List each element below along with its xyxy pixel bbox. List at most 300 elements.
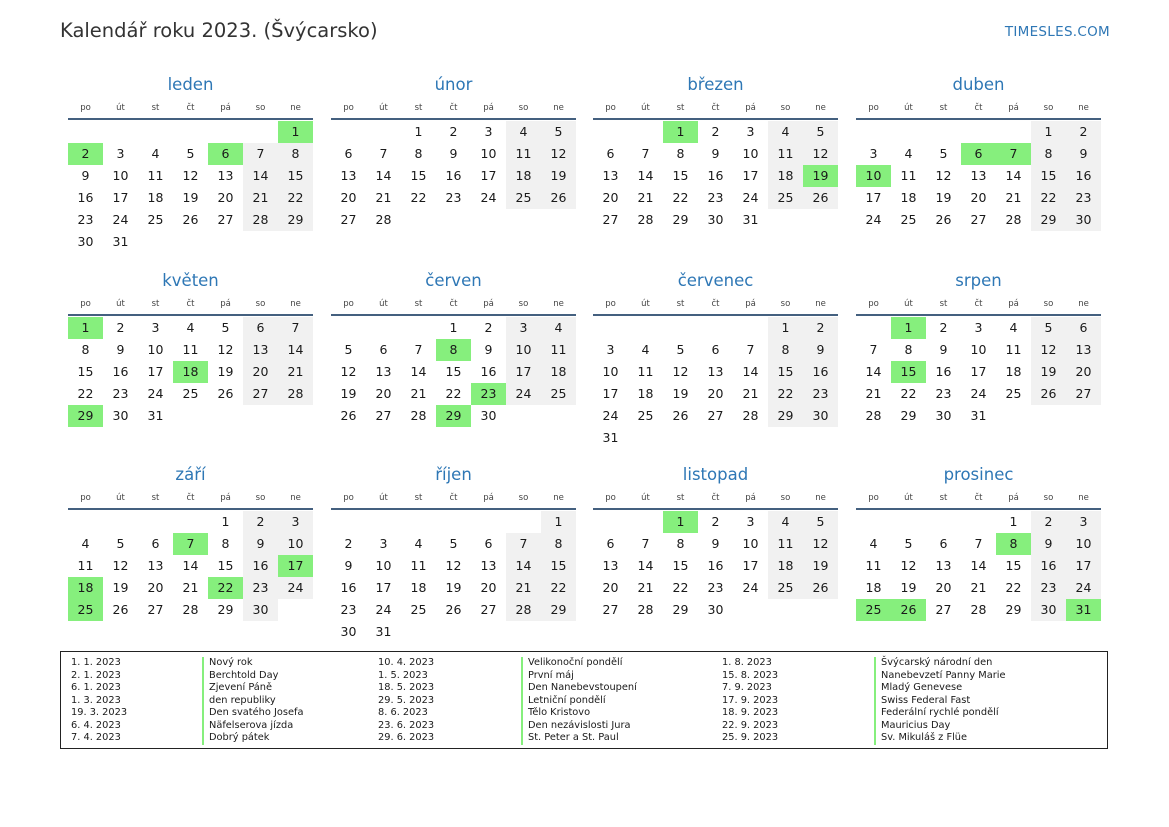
weekday-header <box>593 488 838 510</box>
day-cell: 21 <box>375 190 392 205</box>
day-cell: 31 <box>970 408 987 423</box>
day-cell: 19 <box>445 580 462 595</box>
day-cell: 5 <box>803 511 838 533</box>
empty-cell <box>856 317 891 339</box>
weekday-label: út <box>641 493 650 503</box>
weekday-label: ne <box>290 299 301 309</box>
day-cell: 8 <box>81 342 90 357</box>
empty-cell <box>593 317 628 339</box>
holiday-date: 19. 3. 2023 <box>71 707 128 718</box>
empty-cell <box>996 121 1031 143</box>
day-cell: 23 <box>112 386 129 401</box>
day-cell: 8 <box>221 536 230 551</box>
empty-cell <box>628 121 663 143</box>
weekday-label: ne <box>815 493 826 503</box>
weekday-label: pá <box>483 103 494 113</box>
weekday-label: út <box>641 299 650 309</box>
day-cell: 10 <box>602 364 619 379</box>
weekday-label: pá <box>745 493 756 503</box>
day-cell: 13 <box>970 168 987 183</box>
empty-cell <box>173 511 208 533</box>
day-cell: 6 <box>379 342 388 357</box>
day-cell: 22 <box>410 190 427 205</box>
day-cell: 24 <box>112 212 129 227</box>
weekday-label: út <box>904 299 913 309</box>
day-cell: 14 <box>410 364 427 379</box>
day-cell: 31 <box>112 234 129 249</box>
holiday-name: Nanebevzetí Panny Marie <box>874 670 1006 683</box>
day-cell: 6 <box>484 536 493 551</box>
empty-cell <box>401 317 436 339</box>
day-cell: 24 <box>480 190 497 205</box>
day-cell: 22 <box>768 383 803 405</box>
day-cell: 7 <box>379 146 388 161</box>
weekday-label: st <box>939 103 948 113</box>
weekday-header <box>856 488 1101 510</box>
day-cell: 2 <box>243 511 278 533</box>
weekday-label: ne <box>815 103 826 113</box>
holiday-day-cell: 6 <box>208 143 243 165</box>
day-cell: 7 <box>974 536 983 551</box>
holiday-name: Swiss Federal Fast <box>874 695 1006 708</box>
day-cell: 9 <box>449 146 458 161</box>
day-cell: 26 <box>217 386 234 401</box>
empty-cell <box>628 317 663 339</box>
day-cell: 14 <box>637 558 654 573</box>
day-cell: 23 <box>1066 187 1101 209</box>
day-cell: 2 <box>449 124 458 139</box>
weekday-label: pá <box>745 299 756 309</box>
day-cell: 24 <box>1066 577 1101 599</box>
day-cell: 22 <box>900 386 917 401</box>
day-cell: 6 <box>1066 317 1101 339</box>
day-cell: 1 <box>768 317 803 339</box>
day-cell: 20 <box>602 580 619 595</box>
day-cell: 11 <box>541 339 576 361</box>
day-cell: 27 <box>707 408 724 423</box>
day-cell: 21 <box>865 386 882 401</box>
day-cell: 16 <box>112 364 129 379</box>
day-cell: 13 <box>243 339 278 361</box>
day-cell: 7 <box>506 533 541 555</box>
weekday-label: ne <box>1078 299 1089 309</box>
day-cell: 8 <box>541 533 576 555</box>
weekday-label: st <box>676 103 685 113</box>
day-cell: 12 <box>803 533 838 555</box>
day-cell: 3 <box>974 320 983 335</box>
day-cell: 4 <box>414 536 423 551</box>
weekday-label: st <box>414 299 423 309</box>
day-cell: 2 <box>1031 511 1066 533</box>
day-cell: 4 <box>641 342 650 357</box>
day-cell: 2 <box>939 320 948 335</box>
day-cell: 7 <box>414 342 423 357</box>
day-cell: 28 <box>865 408 882 423</box>
day-cell: 10 <box>278 533 313 555</box>
day-cell: 13 <box>375 364 392 379</box>
day-cell: 19 <box>1031 361 1066 383</box>
day-grid <box>856 121 1101 231</box>
day-cell: 12 <box>541 143 576 165</box>
day-cell: 26 <box>1031 383 1066 405</box>
day-cell: 19 <box>935 190 952 205</box>
holiday-names-column <box>874 657 1006 745</box>
month-květen <box>68 268 313 427</box>
weekday-label: út <box>116 103 125 113</box>
day-cell: 5 <box>939 146 948 161</box>
day-cell: 20 <box>217 190 234 205</box>
weekday-label: so <box>1043 299 1054 309</box>
day-cell: 18 <box>768 555 803 577</box>
day-cell: 8 <box>768 339 803 361</box>
day-cell: 25 <box>768 187 803 209</box>
weekday-label: pá <box>220 299 231 309</box>
day-cell: 12 <box>803 143 838 165</box>
weekday-label: st <box>414 493 423 503</box>
weekday-label: so <box>255 493 266 503</box>
day-cell: 23 <box>707 580 724 595</box>
day-cell: 9 <box>939 342 948 357</box>
day-cell: 17 <box>865 190 882 205</box>
holiday-date: 29. 5. 2023 <box>378 694 435 706</box>
day-cell: 21 <box>637 190 654 205</box>
day-cell: 11 <box>506 143 541 165</box>
weekday-label: po <box>343 103 354 113</box>
day-cell: 27 <box>243 383 278 405</box>
weekday-header <box>856 294 1101 316</box>
day-cell: 26 <box>182 212 199 227</box>
empty-cell <box>68 121 103 143</box>
weekday-label: so <box>780 299 791 309</box>
empty-cell <box>663 317 698 339</box>
day-cell: 14 <box>375 168 392 183</box>
day-cell: 28 <box>243 209 278 231</box>
day-cell: 27 <box>217 212 234 227</box>
day-cell: 14 <box>742 364 759 379</box>
day-cell: 4 <box>768 511 803 533</box>
day-cell: 21 <box>410 386 427 401</box>
holiday-day-cell: 22 <box>208 577 243 599</box>
day-cell: 30 <box>707 212 724 227</box>
day-cell: 10 <box>506 339 541 361</box>
weekday-label: pá <box>220 493 231 503</box>
day-cell: 30 <box>803 405 838 427</box>
day-cell: 9 <box>484 342 493 357</box>
empty-cell <box>243 121 278 143</box>
day-cell: 24 <box>865 212 882 227</box>
holiday-day-cell: 8 <box>996 533 1031 555</box>
day-grid <box>593 511 838 621</box>
month-duben <box>856 72 1101 231</box>
day-cell: 11 <box>768 533 803 555</box>
day-cell: 6 <box>344 146 353 161</box>
holiday-names-column <box>521 657 637 745</box>
holiday-name: Švýcarský národní den <box>874 657 1006 670</box>
month-name: únor <box>434 75 473 94</box>
weekday-header <box>68 294 313 316</box>
holiday-date: 15. 8. 2023 <box>722 669 779 681</box>
weekday-label: út <box>379 103 388 113</box>
day-cell: 5 <box>541 121 576 143</box>
day-cell: 25 <box>410 602 427 617</box>
day-cell: 22 <box>1031 187 1066 209</box>
day-cell: 15 <box>445 364 462 379</box>
day-cell: 23 <box>707 190 724 205</box>
weekday-label: st <box>414 103 423 113</box>
day-cell: 10 <box>480 146 497 161</box>
day-cell: 21 <box>182 580 199 595</box>
holiday-name: Velikonoční pondělí <box>521 657 637 670</box>
empty-cell <box>331 317 366 339</box>
month-listopad <box>593 462 838 621</box>
holiday-date: 29. 6. 2023 <box>378 732 435 743</box>
day-cell: 5 <box>803 121 838 143</box>
brand-logo[interactable]: TIMESLES.COM <box>1004 24 1110 40</box>
empty-cell <box>436 511 471 533</box>
weekday-label: st <box>151 493 160 503</box>
day-cell: 10 <box>375 558 392 573</box>
day-cell: 13 <box>147 558 164 573</box>
day-cell: 6 <box>606 536 615 551</box>
day-cell: 13 <box>1066 339 1101 361</box>
holiday-date: 8. 6. 2023 <box>378 707 428 718</box>
day-cell: 27 <box>935 602 952 617</box>
day-cell: 15 <box>77 364 94 379</box>
empty-cell <box>628 511 663 533</box>
day-cell: 29 <box>217 602 234 617</box>
day-cell: 12 <box>445 558 462 573</box>
day-cell: 17 <box>112 190 129 205</box>
empty-cell <box>856 511 891 533</box>
day-cell: 20 <box>147 580 164 595</box>
day-cell: 29 <box>1031 209 1066 231</box>
holiday-date: 7. 9. 2023 <box>722 682 772 693</box>
day-cell: 17 <box>147 364 164 379</box>
day-cell: 1 <box>414 124 423 139</box>
day-cell: 1 <box>1009 514 1018 529</box>
holiday-day-cell: 1 <box>278 121 313 143</box>
day-cell: 20 <box>243 361 278 383</box>
day-cell: 17 <box>742 168 759 183</box>
day-cell: 3 <box>506 317 541 339</box>
day-cell: 25 <box>541 383 576 405</box>
day-cell: 17 <box>742 558 759 573</box>
day-cell: 3 <box>746 514 755 529</box>
day-cell: 30 <box>707 602 724 617</box>
day-cell: 16 <box>707 558 724 573</box>
day-cell: 14 <box>243 165 278 187</box>
day-cell: 15 <box>768 361 803 383</box>
day-cell: 27 <box>602 602 619 617</box>
day-cell: 2 <box>344 536 353 551</box>
day-cell: 7 <box>641 536 650 551</box>
holiday-name: Sv. Mikuláš z Flüe <box>874 732 1006 745</box>
day-cell: 5 <box>116 536 125 551</box>
holiday-day-cell: 29 <box>68 405 103 427</box>
day-cell: 3 <box>869 146 878 161</box>
weekday-label: ne <box>553 299 564 309</box>
weekday-label: po <box>605 103 616 113</box>
day-cell: 10 <box>112 168 129 183</box>
day-cell: 19 <box>340 386 357 401</box>
weekday-label: út <box>379 299 388 309</box>
day-cell: 18 <box>900 190 917 205</box>
day-cell: 5 <box>344 342 353 357</box>
day-cell: 5 <box>676 342 685 357</box>
day-cell: 21 <box>1005 190 1022 205</box>
holiday-name: První máj <box>521 670 637 683</box>
day-cell: 15 <box>217 558 234 573</box>
day-cell: 14 <box>1005 168 1022 183</box>
holiday-date: 7. 4. 2023 <box>71 732 121 743</box>
holiday-name: Den svatého Josefa <box>202 707 303 720</box>
day-cell: 23 <box>243 577 278 599</box>
weekday-label: so <box>255 103 266 113</box>
day-cell: 2 <box>803 317 838 339</box>
day-cell: 2 <box>711 514 720 529</box>
day-cell: 4 <box>869 536 878 551</box>
day-cell: 15 <box>672 168 689 183</box>
weekday-label: so <box>518 493 529 503</box>
holiday-day-cell: 25 <box>68 599 103 621</box>
day-cell: 20 <box>1066 361 1101 383</box>
month-name: listopad <box>682 465 749 484</box>
day-cell: 11 <box>410 558 427 573</box>
day-cell: 17 <box>1066 555 1101 577</box>
day-cell: 16 <box>480 364 497 379</box>
day-cell: 10 <box>970 342 987 357</box>
weekday-label: st <box>676 493 685 503</box>
weekday-label: čt <box>711 493 720 503</box>
weekday-label: čt <box>186 299 195 309</box>
weekday-label: čt <box>711 299 720 309</box>
day-cell: 12 <box>1031 339 1066 361</box>
month-červen <box>331 268 576 427</box>
day-cell: 30 <box>77 234 94 249</box>
day-cell: 18 <box>768 165 803 187</box>
day-cell: 14 <box>970 558 987 573</box>
day-cell: 15 <box>410 168 427 183</box>
day-cell: 23 <box>445 190 462 205</box>
day-cell: 18 <box>506 165 541 187</box>
weekday-label: út <box>904 103 913 113</box>
day-cell: 6 <box>606 146 615 161</box>
day-cell: 22 <box>1005 580 1022 595</box>
weekday-label: út <box>641 103 650 113</box>
day-cell: 21 <box>970 580 987 595</box>
holiday-date: 18. 9. 2023 <box>722 707 779 718</box>
holiday-date: 2. 1. 2023 <box>71 669 121 681</box>
holiday-day-cell: 29 <box>436 405 471 427</box>
day-cell: 9 <box>803 339 838 361</box>
day-cell: 8 <box>414 146 423 161</box>
weekday-label: so <box>780 493 791 503</box>
weekday-label: ne <box>553 493 564 503</box>
weekday-label: so <box>780 103 791 113</box>
weekday-label: po <box>343 299 354 309</box>
weekday-label: ne <box>1078 493 1089 503</box>
weekday-label: po <box>80 493 91 503</box>
holiday-date: 18. 5. 2023 <box>378 682 435 693</box>
weekday-label: út <box>379 493 388 503</box>
day-cell: 11 <box>1005 342 1022 357</box>
day-cell: 28 <box>1005 212 1022 227</box>
day-cell: 4 <box>81 536 90 551</box>
day-cell: 30 <box>480 408 497 423</box>
holiday-date: 22. 9. 2023 <box>722 719 779 731</box>
weekday-label: so <box>518 103 529 113</box>
holiday-day-cell: 1 <box>68 317 103 339</box>
day-cell: 20 <box>602 190 619 205</box>
empty-cell <box>68 511 103 533</box>
holiday-day-cell: 31 <box>1066 599 1101 621</box>
day-cell: 24 <box>375 602 392 617</box>
day-cell: 20 <box>970 190 987 205</box>
day-cell: 22 <box>541 577 576 599</box>
day-cell: 11 <box>900 168 917 183</box>
day-cell: 7 <box>746 342 755 357</box>
day-cell: 4 <box>151 146 160 161</box>
day-cell: 16 <box>935 364 952 379</box>
empty-cell <box>103 121 138 143</box>
day-cell: 11 <box>147 168 164 183</box>
holiday-name: Näfelserova jízda <box>202 720 303 733</box>
empty-cell <box>401 511 436 533</box>
day-cell: 30 <box>112 408 129 423</box>
day-cell: 3 <box>151 320 160 335</box>
day-cell: 29 <box>900 408 917 423</box>
empty-cell <box>961 511 996 533</box>
day-cell: 5 <box>449 536 458 551</box>
day-cell: 13 <box>217 168 234 183</box>
month-name: prosinec <box>943 465 1014 484</box>
day-cell: 28 <box>742 408 759 423</box>
day-cell: 14 <box>278 339 313 361</box>
day-cell: 13 <box>602 558 619 573</box>
day-cell: 29 <box>278 209 313 231</box>
day-cell: 4 <box>904 146 913 161</box>
day-cell: 7 <box>243 143 278 165</box>
day-cell: 12 <box>112 558 129 573</box>
day-cell: 26 <box>803 187 838 209</box>
day-cell: 14 <box>506 555 541 577</box>
day-cell: 24 <box>742 190 759 205</box>
holiday-date: 17. 9. 2023 <box>722 694 779 706</box>
day-cell: 8 <box>278 143 313 165</box>
weekday-label: po <box>80 103 91 113</box>
month-name: duben <box>952 75 1005 94</box>
holiday-day-cell: 1 <box>891 317 926 339</box>
day-cell: 20 <box>340 190 357 205</box>
day-cell: 21 <box>243 187 278 209</box>
day-grid <box>593 317 838 449</box>
day-cell: 8 <box>676 536 685 551</box>
empty-cell <box>733 317 768 339</box>
holiday-name: den republiky <box>202 695 303 708</box>
day-cell: 26 <box>935 212 952 227</box>
day-cell: 8 <box>1031 143 1066 165</box>
holiday-day-cell: 7 <box>173 533 208 555</box>
day-cell: 23 <box>340 602 357 617</box>
holiday-date: 1. 1. 2023 <box>71 657 121 668</box>
holiday-date: 1. 3. 2023 <box>71 694 121 706</box>
empty-cell <box>961 121 996 143</box>
day-cell: 1 <box>449 320 458 335</box>
day-cell: 24 <box>742 580 759 595</box>
day-cell: 2 <box>116 320 125 335</box>
day-cell: 10 <box>742 536 759 551</box>
empty-cell <box>138 121 173 143</box>
